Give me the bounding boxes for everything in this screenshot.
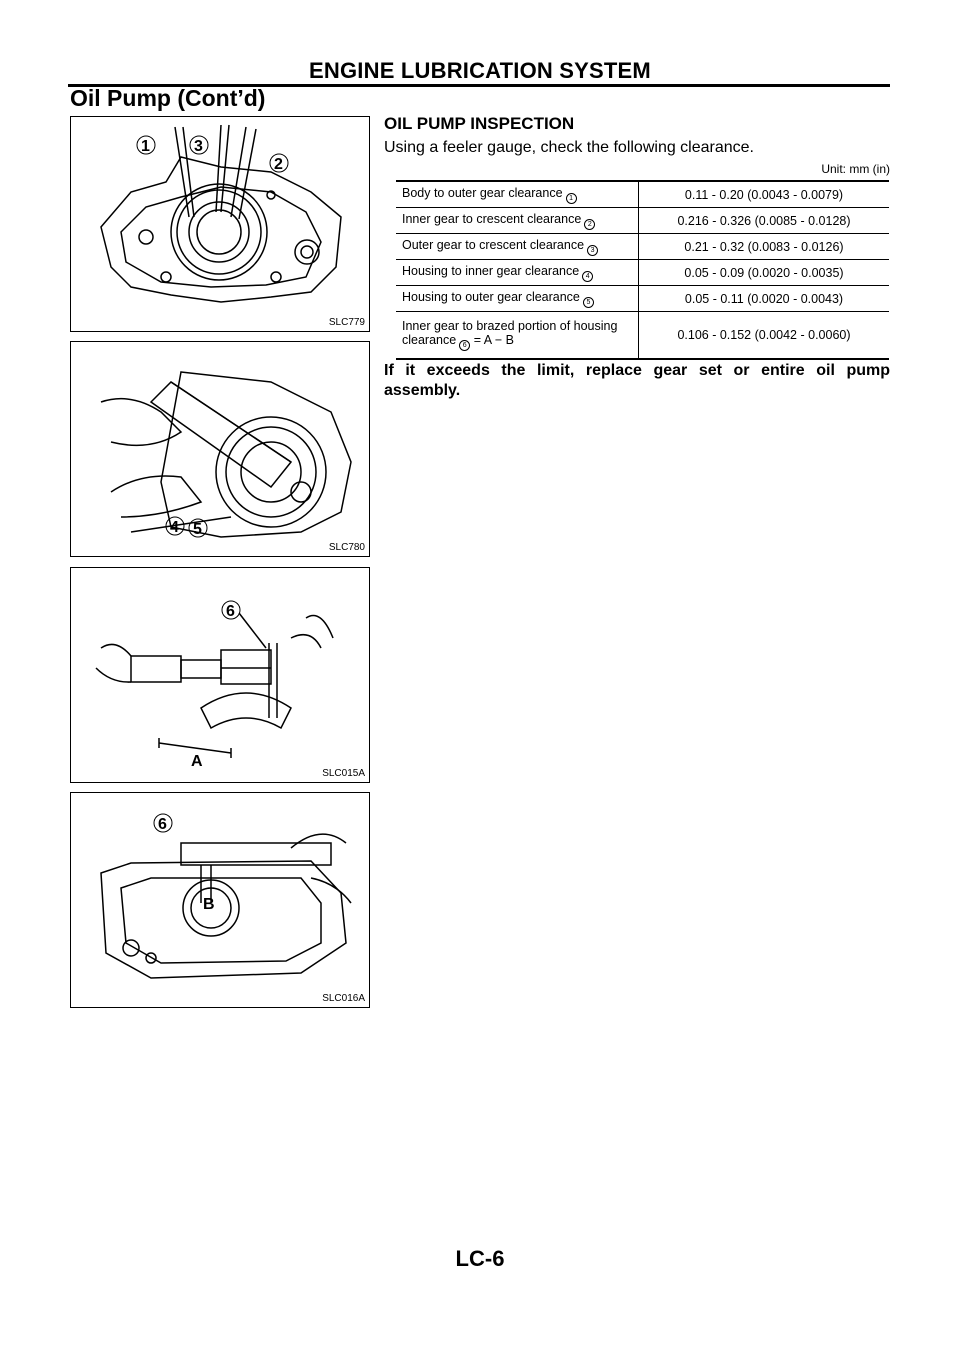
figure-code: SLC780 — [328, 542, 365, 553]
figure-slc780 — [70, 341, 370, 557]
figure-code: SLC015A — [322, 768, 365, 779]
spec-item: Body to outer gear clearance — [402, 185, 563, 200]
svg-text:B: B — [203, 896, 215, 913]
spec-value: 0.11 - 0.20 (0.0043 - 0.0079) — [684, 187, 844, 202]
spec-value: 0.05 - 0.11 (0.0020 - 0.0043) — [684, 291, 844, 306]
figure-code: SLC016A — [322, 993, 365, 1004]
spec-item: Outer gear to crescent clearance — [402, 237, 585, 252]
table-row — [396, 234, 889, 260]
spec-value: 0.05 - 0.09 (0.0020 - 0.0035) — [684, 265, 844, 280]
caliper-measurement-illustration — [71, 793, 369, 1007]
table-row — [396, 181, 889, 208]
table-row — [396, 208, 889, 234]
figure-slc779 — [70, 116, 370, 332]
svg-text:3: 3 — [194, 138, 203, 155]
table-row — [396, 260, 889, 286]
spec-formula: = A − B — [473, 333, 515, 347]
spec-item: Housing to inner gear clearance — [402, 263, 580, 278]
callout-marker: 4 — [582, 271, 593, 282]
limit-note: If it exceeds the limit, replace gear set or entire oil pump assembly. — [384, 362, 890, 399]
spec-item: Housing to outer gear clearance — [402, 289, 580, 304]
spec-value: 0.106 - 0.152 (0.0042 - 0.0060) — [677, 328, 851, 342]
svg-text:6: 6 — [158, 816, 167, 833]
callout-marker: 6 — [459, 340, 470, 351]
figure-slc015a — [70, 567, 370, 783]
callout-marker: 1 — [566, 193, 577, 204]
callout-marker: 2 — [584, 219, 595, 230]
svg-text:6: 6 — [226, 603, 235, 620]
unit-label: Unit: mm (in) — [821, 162, 890, 176]
table-row — [396, 286, 889, 312]
svg-text:4: 4 — [170, 519, 179, 536]
spec-item: Inner gear to crescent clearance — [402, 211, 582, 226]
micrometer-measurement-illustration — [71, 568, 369, 782]
spec-value: 0.21 - 0.32 (0.0083 - 0.0126) — [684, 239, 844, 254]
svg-text:2: 2 — [274, 156, 283, 173]
spec-item-cont: clearance — [402, 333, 457, 347]
page-subtitle: Oil Pump (Cont’d) — [70, 85, 266, 111]
table-row — [396, 312, 889, 360]
clearance-spec-table — [396, 180, 889, 360]
section-title: OIL PUMP INSPECTION — [384, 114, 575, 133]
callout-marker: 3 — [587, 245, 598, 256]
svg-text:A: A — [191, 753, 203, 770]
page-number: LC-6 — [455, 1246, 505, 1271]
section-header: ENGINE LUBRICATION SYSTEM — [309, 58, 651, 83]
spec-value: 0.216 - 0.326 (0.0085 - 0.0128) — [677, 213, 851, 228]
callout-marker: 5 — [583, 297, 594, 308]
housing-clearance-illustration — [71, 342, 369, 556]
spec-item: Inner gear to brazed portion of housing — [402, 319, 618, 333]
svg-text:1: 1 — [141, 138, 150, 155]
figure-code: SLC779 — [328, 317, 365, 328]
figure-slc016a — [70, 792, 370, 1008]
oil-pump-clearance-illustration — [71, 117, 369, 331]
svg-text:5: 5 — [193, 521, 202, 538]
intro-text: Using a feeler gauge, check the following clearance. — [384, 139, 754, 156]
